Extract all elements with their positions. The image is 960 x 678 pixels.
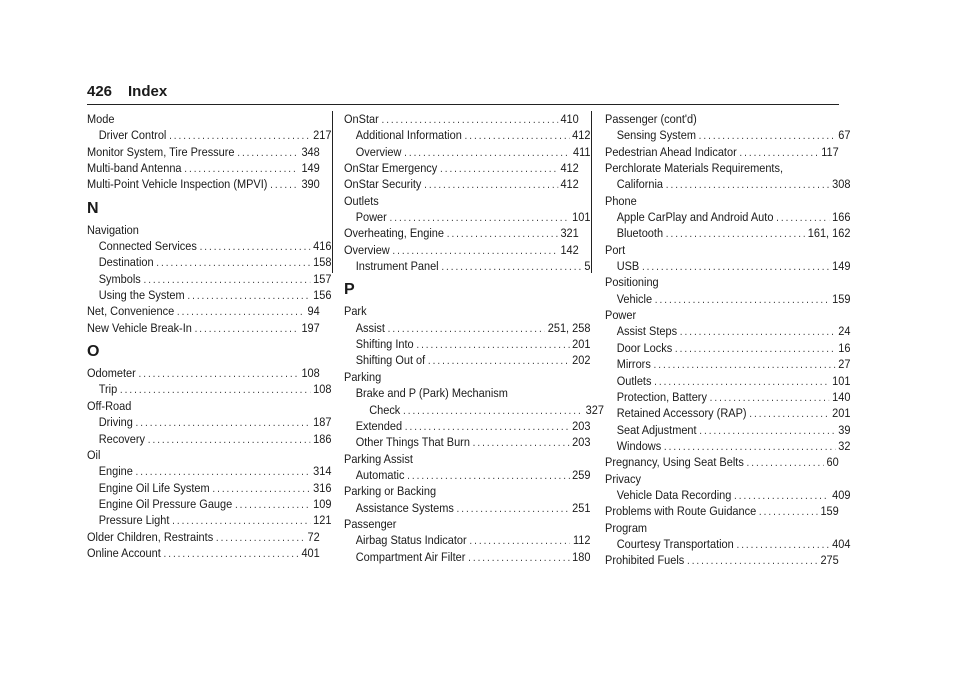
page-reference: 156 xyxy=(313,288,332,303)
index-entry xyxy=(605,274,839,290)
dot-leader xyxy=(447,226,558,242)
page-reference: 108 xyxy=(301,366,320,381)
entry-term: Odometer xyxy=(87,366,136,381)
page-reference: 39 xyxy=(838,422,851,437)
page-reference: 159 xyxy=(832,291,851,306)
index-subentry xyxy=(87,512,331,528)
dot-leader xyxy=(136,415,311,431)
dot-leader xyxy=(405,419,570,435)
entry-term: Online Account xyxy=(87,545,161,560)
entry-term: Pedestrian Ahead Indicator xyxy=(605,144,737,159)
page-reference: 16 xyxy=(838,340,851,355)
entry-term: Retained Accessory (RAP) xyxy=(616,406,747,421)
page-reference: 308 xyxy=(832,177,851,192)
page-reference: 327 xyxy=(585,402,604,417)
dot-leader xyxy=(270,177,299,193)
dot-leader xyxy=(680,324,836,340)
page-reference: 411 xyxy=(572,144,591,159)
dot-leader xyxy=(216,530,305,546)
page-reference: 149 xyxy=(832,259,851,274)
index-entry xyxy=(87,365,320,381)
index-subentry xyxy=(344,258,590,274)
page-reference: 416 xyxy=(313,239,332,254)
page-reference: 412 xyxy=(572,128,591,143)
entry-term: Driver Control xyxy=(98,128,167,143)
page-reference: 401 xyxy=(301,545,320,560)
page-reference: 201 xyxy=(832,406,851,421)
index-entry xyxy=(605,144,839,160)
entry-term: Other Things That Burn xyxy=(355,435,470,450)
page-reference: 101 xyxy=(572,210,591,225)
index-entry xyxy=(87,320,320,336)
index-entry xyxy=(605,520,839,536)
page-reference: 157 xyxy=(313,271,332,286)
entry-term: Passenger (cont'd) xyxy=(605,112,697,126)
index-subentry xyxy=(344,532,590,548)
dot-leader xyxy=(212,481,310,497)
entry-term: Vehicle xyxy=(616,291,653,306)
dot-leader xyxy=(143,272,310,288)
index-entry xyxy=(605,471,839,487)
dot-leader xyxy=(749,406,829,422)
index-subentry xyxy=(344,144,590,160)
index-entry xyxy=(87,398,320,414)
page-reference: 321 xyxy=(560,226,579,241)
page-reference: 32 xyxy=(838,438,851,453)
index-subentry xyxy=(605,373,850,389)
entry-term: Extended xyxy=(355,418,403,433)
dot-leader xyxy=(163,546,298,562)
index-subentry xyxy=(87,414,331,430)
index-entry xyxy=(87,303,320,319)
page-reference: 109 xyxy=(313,496,332,511)
index-subentry xyxy=(344,127,590,143)
page-reference: 67 xyxy=(838,128,851,143)
entry-term: Courtesy Transportation xyxy=(616,536,734,551)
dot-leader xyxy=(642,259,829,275)
index-subentry xyxy=(344,467,590,483)
entry-term: USB xyxy=(616,259,640,274)
entry-term: Overheating, Engine xyxy=(344,226,445,241)
index-subentry xyxy=(344,549,590,565)
column-divider xyxy=(332,111,333,273)
index-entry xyxy=(344,160,579,176)
entry-term: Perchlorate Materials Requirements, xyxy=(605,161,784,176)
index-subentry xyxy=(605,356,850,372)
dot-leader xyxy=(776,210,829,226)
entry-term: Power xyxy=(355,210,387,225)
dot-leader xyxy=(404,145,570,161)
index-subentry xyxy=(605,536,850,552)
dot-leader xyxy=(169,128,310,144)
dot-leader xyxy=(441,259,581,275)
page-title: Index xyxy=(128,83,168,100)
entry-term: Overview xyxy=(355,144,402,159)
dot-leader xyxy=(465,128,570,144)
dot-leader xyxy=(687,553,818,569)
page-reference: 404 xyxy=(832,536,851,551)
index-column-2 xyxy=(344,111,604,565)
index-subentry xyxy=(605,487,850,503)
dot-leader xyxy=(392,243,557,259)
entry-term: Seat Adjustment xyxy=(616,422,697,437)
dot-leader xyxy=(195,321,299,337)
index-entry xyxy=(87,529,320,545)
section-letter: O xyxy=(87,343,100,361)
page-reference: 72 xyxy=(307,529,320,544)
dot-leader xyxy=(187,288,310,304)
index-entry xyxy=(605,160,839,176)
index-entry xyxy=(87,111,320,127)
entry-term: Instrument Panel xyxy=(355,259,439,274)
dot-leader xyxy=(389,210,569,226)
index-subentry xyxy=(344,352,590,368)
entry-term: Automatic xyxy=(355,467,405,482)
dot-leader xyxy=(138,366,298,382)
index-entry xyxy=(344,225,579,241)
entry-term: Phone xyxy=(605,193,637,208)
entry-term: Multi-Point Vehicle Inspection (MPVI) xyxy=(87,177,268,192)
dot-leader xyxy=(407,468,569,484)
dot-leader xyxy=(156,255,310,271)
dot-leader xyxy=(654,374,829,390)
page-reference: 390 xyxy=(301,177,320,192)
index-subentry xyxy=(87,271,331,287)
dot-leader xyxy=(699,423,835,439)
entry-term: Destination xyxy=(98,255,154,270)
page-reference: 251, 258 xyxy=(547,320,591,335)
dot-leader xyxy=(403,403,583,419)
index-subentry xyxy=(605,405,850,421)
index-subentry xyxy=(344,336,590,352)
index-subentry xyxy=(605,291,850,307)
index-subentry xyxy=(344,385,590,401)
page-reference: 314 xyxy=(313,464,332,479)
index-entry xyxy=(87,545,320,561)
dot-leader xyxy=(655,292,830,308)
dot-leader xyxy=(416,337,569,353)
dot-leader xyxy=(468,550,569,566)
entry-term: Sensing System xyxy=(616,128,696,143)
entry-term: Shifting Out of xyxy=(355,353,426,368)
entry-term: Overview xyxy=(344,242,390,257)
index-subentry xyxy=(605,258,850,274)
section-letter: P xyxy=(344,281,355,299)
page-reference: 348 xyxy=(301,144,320,159)
dot-leader xyxy=(664,439,836,455)
dot-leader xyxy=(172,513,310,529)
index-subentry xyxy=(605,422,850,438)
page-reference: 251 xyxy=(572,500,591,515)
index-subentry xyxy=(344,434,590,450)
index-subentry xyxy=(605,225,850,241)
entry-term: Engine Oil Life System xyxy=(98,480,210,495)
page-reference: 166 xyxy=(832,210,851,225)
dot-leader xyxy=(469,533,570,549)
dot-leader xyxy=(424,177,558,193)
entry-term: Windows xyxy=(616,438,662,453)
page-number: 426 xyxy=(87,83,113,100)
entry-term: Brake and P (Park) Mechanism xyxy=(355,386,508,401)
entry-term: Check xyxy=(369,402,401,417)
entry-term: New Vehicle Break-In xyxy=(87,320,192,335)
column-divider xyxy=(591,111,592,273)
page-reference: 217 xyxy=(313,128,332,143)
entry-term: Using the System xyxy=(98,288,185,303)
dot-leader xyxy=(457,501,570,517)
index-entry xyxy=(344,176,579,192)
dot-leader xyxy=(136,464,311,480)
entry-term: Assistance Systems xyxy=(355,500,454,515)
index-entry xyxy=(605,552,839,568)
index-entry xyxy=(344,516,579,532)
entry-term: Port xyxy=(605,242,626,257)
page-reference: 159 xyxy=(820,504,839,519)
entry-term: OnStar Security xyxy=(344,177,422,192)
entry-term: Compartment Air Filter xyxy=(355,549,466,564)
page-reference: 108 xyxy=(313,382,332,397)
page-reference: 409 xyxy=(832,487,851,502)
page-reference: 121 xyxy=(313,513,332,528)
index-entry xyxy=(344,303,579,319)
index-subentry xyxy=(344,500,590,516)
entry-term: Assist xyxy=(355,320,385,335)
index-subentry xyxy=(87,496,331,512)
index-subentry xyxy=(344,402,604,418)
dot-leader xyxy=(710,390,830,406)
entry-term: Engine Oil Pressure Gauge xyxy=(98,496,233,511)
dot-leader xyxy=(675,341,836,357)
entry-term: Privacy xyxy=(605,471,641,486)
index-subentry xyxy=(605,389,850,405)
page-reference: 203 xyxy=(572,435,591,450)
entry-term: Door Locks xyxy=(616,340,673,355)
entry-term: Oil xyxy=(87,447,101,462)
dot-leader xyxy=(381,112,557,128)
dot-leader xyxy=(734,488,829,504)
dot-leader xyxy=(428,353,570,369)
index-subentry xyxy=(344,209,590,225)
index-subentry xyxy=(87,238,331,254)
dot-leader xyxy=(388,321,545,337)
index-entry xyxy=(344,111,579,127)
index-entry xyxy=(605,307,839,323)
page-reference: 101 xyxy=(832,373,851,388)
entry-term: Vehicle Data Recording xyxy=(616,487,732,502)
page-reference: 187 xyxy=(313,415,332,430)
dot-leader xyxy=(699,128,836,144)
dot-leader xyxy=(739,145,818,161)
entry-term: Positioning xyxy=(605,275,659,290)
index-subentry xyxy=(87,127,331,143)
page-reference: 202 xyxy=(572,353,591,368)
index-entry xyxy=(87,176,320,192)
index-subentry xyxy=(605,340,850,356)
page-reference: 142 xyxy=(560,242,579,257)
entry-term: Net, Convenience xyxy=(87,304,175,319)
index-entry xyxy=(344,483,579,499)
page-reference: 27 xyxy=(838,357,851,372)
entry-term: Assist Steps xyxy=(616,324,678,339)
entry-term: Symbols xyxy=(98,271,141,286)
dot-leader xyxy=(747,455,824,471)
index-entry xyxy=(87,144,320,160)
entry-term: Park xyxy=(344,304,367,319)
dot-leader xyxy=(184,161,299,177)
index-entry xyxy=(344,451,579,467)
entry-term: Bluetooth xyxy=(616,226,664,241)
dot-leader xyxy=(666,226,805,242)
index-entry xyxy=(605,193,839,209)
entry-term: Mirrors xyxy=(616,357,651,372)
index-entry xyxy=(605,503,839,519)
entry-term: Program xyxy=(605,520,648,535)
dot-leader xyxy=(736,537,829,553)
page-reference: 259 xyxy=(572,467,591,482)
index-entry xyxy=(87,447,320,463)
page-reference: 140 xyxy=(832,389,851,404)
entry-term: Pressure Light xyxy=(98,513,170,528)
index-entry xyxy=(344,242,579,258)
index-subentry xyxy=(605,176,850,192)
entry-term: Recovery xyxy=(98,431,146,446)
index-entry xyxy=(605,454,839,470)
dot-leader xyxy=(237,145,299,161)
page-reference: 316 xyxy=(313,480,332,495)
entry-term: Older Children, Restraints xyxy=(87,529,214,544)
page-reference: 158 xyxy=(313,255,332,270)
entry-term: California xyxy=(616,177,664,192)
index-entry xyxy=(87,222,320,238)
dot-leader xyxy=(148,432,311,448)
index-subentry xyxy=(605,127,850,143)
dot-leader xyxy=(177,304,305,320)
entry-term: Monitor System, Tire Pressure xyxy=(87,144,235,159)
dot-leader xyxy=(759,504,818,520)
dot-leader xyxy=(235,497,311,513)
entry-term: Prohibited Fuels xyxy=(605,553,685,568)
page-reference: 117 xyxy=(821,144,839,159)
entry-term: Trip xyxy=(98,382,118,397)
index-subentry xyxy=(87,431,331,447)
entry-term: Airbag Status Indicator xyxy=(355,533,467,548)
entry-term: Problems with Route Guidance xyxy=(605,504,757,519)
page-reference: 24 xyxy=(838,324,851,339)
section-letter: N xyxy=(87,199,99,217)
entry-term: Parking Assist xyxy=(344,451,413,466)
entry-term: OnStar xyxy=(344,112,379,126)
entry-term: Navigation xyxy=(87,222,139,237)
entry-term: Apple CarPlay and Android Auto xyxy=(616,210,774,225)
entry-term: Driving xyxy=(98,415,133,430)
dot-leader xyxy=(200,239,311,255)
entry-term: Additional Information xyxy=(355,128,462,143)
index-subentry xyxy=(87,254,331,270)
page-reference: 94 xyxy=(307,304,320,319)
index-subentry xyxy=(605,323,850,339)
index-subentry xyxy=(605,438,850,454)
index-subentry xyxy=(344,320,590,336)
index-entry xyxy=(605,111,839,127)
page-reference: 161, 162 xyxy=(807,226,851,241)
index-entry xyxy=(344,369,579,385)
index-entry xyxy=(344,193,579,209)
dot-leader xyxy=(440,161,558,177)
page-reference: 112 xyxy=(572,533,591,548)
index-entry xyxy=(605,242,839,258)
entry-term: Passenger xyxy=(344,516,397,531)
page-reference: 197 xyxy=(301,320,320,335)
page-reference: 201 xyxy=(572,337,591,352)
dot-leader xyxy=(666,177,830,193)
page-reference: 412 xyxy=(560,161,579,176)
page-reference: 412 xyxy=(560,177,579,192)
entry-term: Outlets xyxy=(616,373,652,388)
index-subentry xyxy=(87,480,331,496)
index-column-3 xyxy=(605,111,851,569)
entry-term: Parking or Backing xyxy=(344,484,437,499)
entry-term: Shifting Into xyxy=(355,337,414,352)
page-reference: 203 xyxy=(572,418,591,433)
dot-leader xyxy=(654,357,836,373)
entry-term: Off-Road xyxy=(87,398,132,413)
dot-leader xyxy=(473,435,570,451)
entry-term: Power xyxy=(605,308,637,323)
page-reference: 60 xyxy=(826,455,839,470)
index-subentry xyxy=(87,463,331,479)
entry-term: Mode xyxy=(87,112,115,126)
entry-term: Connected Services xyxy=(98,239,197,254)
index-subentry xyxy=(605,209,850,225)
index-subentry xyxy=(87,381,331,397)
page-reference: 5 xyxy=(584,259,591,274)
page-reference: 186 xyxy=(313,431,332,446)
entry-term: Engine xyxy=(98,464,133,479)
page-reference: 149 xyxy=(301,161,320,176)
index-entry xyxy=(87,160,320,176)
dot-leader xyxy=(120,382,311,398)
entry-term: Pregnancy, Using Seat Belts xyxy=(605,455,744,470)
index-subentry xyxy=(87,287,331,303)
entry-term: Protection, Battery xyxy=(616,389,707,404)
entry-term: OnStar Emergency xyxy=(344,161,438,176)
index-column-1 xyxy=(87,111,332,561)
page-reference: 410 xyxy=(560,112,579,126)
index-subentry xyxy=(344,418,590,434)
entry-term: Parking xyxy=(344,369,382,384)
entry-term: Multi-band Antenna xyxy=(87,161,182,176)
page-reference: 275 xyxy=(820,553,839,568)
page-reference: 180 xyxy=(572,549,591,564)
entry-term: Outlets xyxy=(344,193,379,208)
page-header xyxy=(87,82,839,105)
